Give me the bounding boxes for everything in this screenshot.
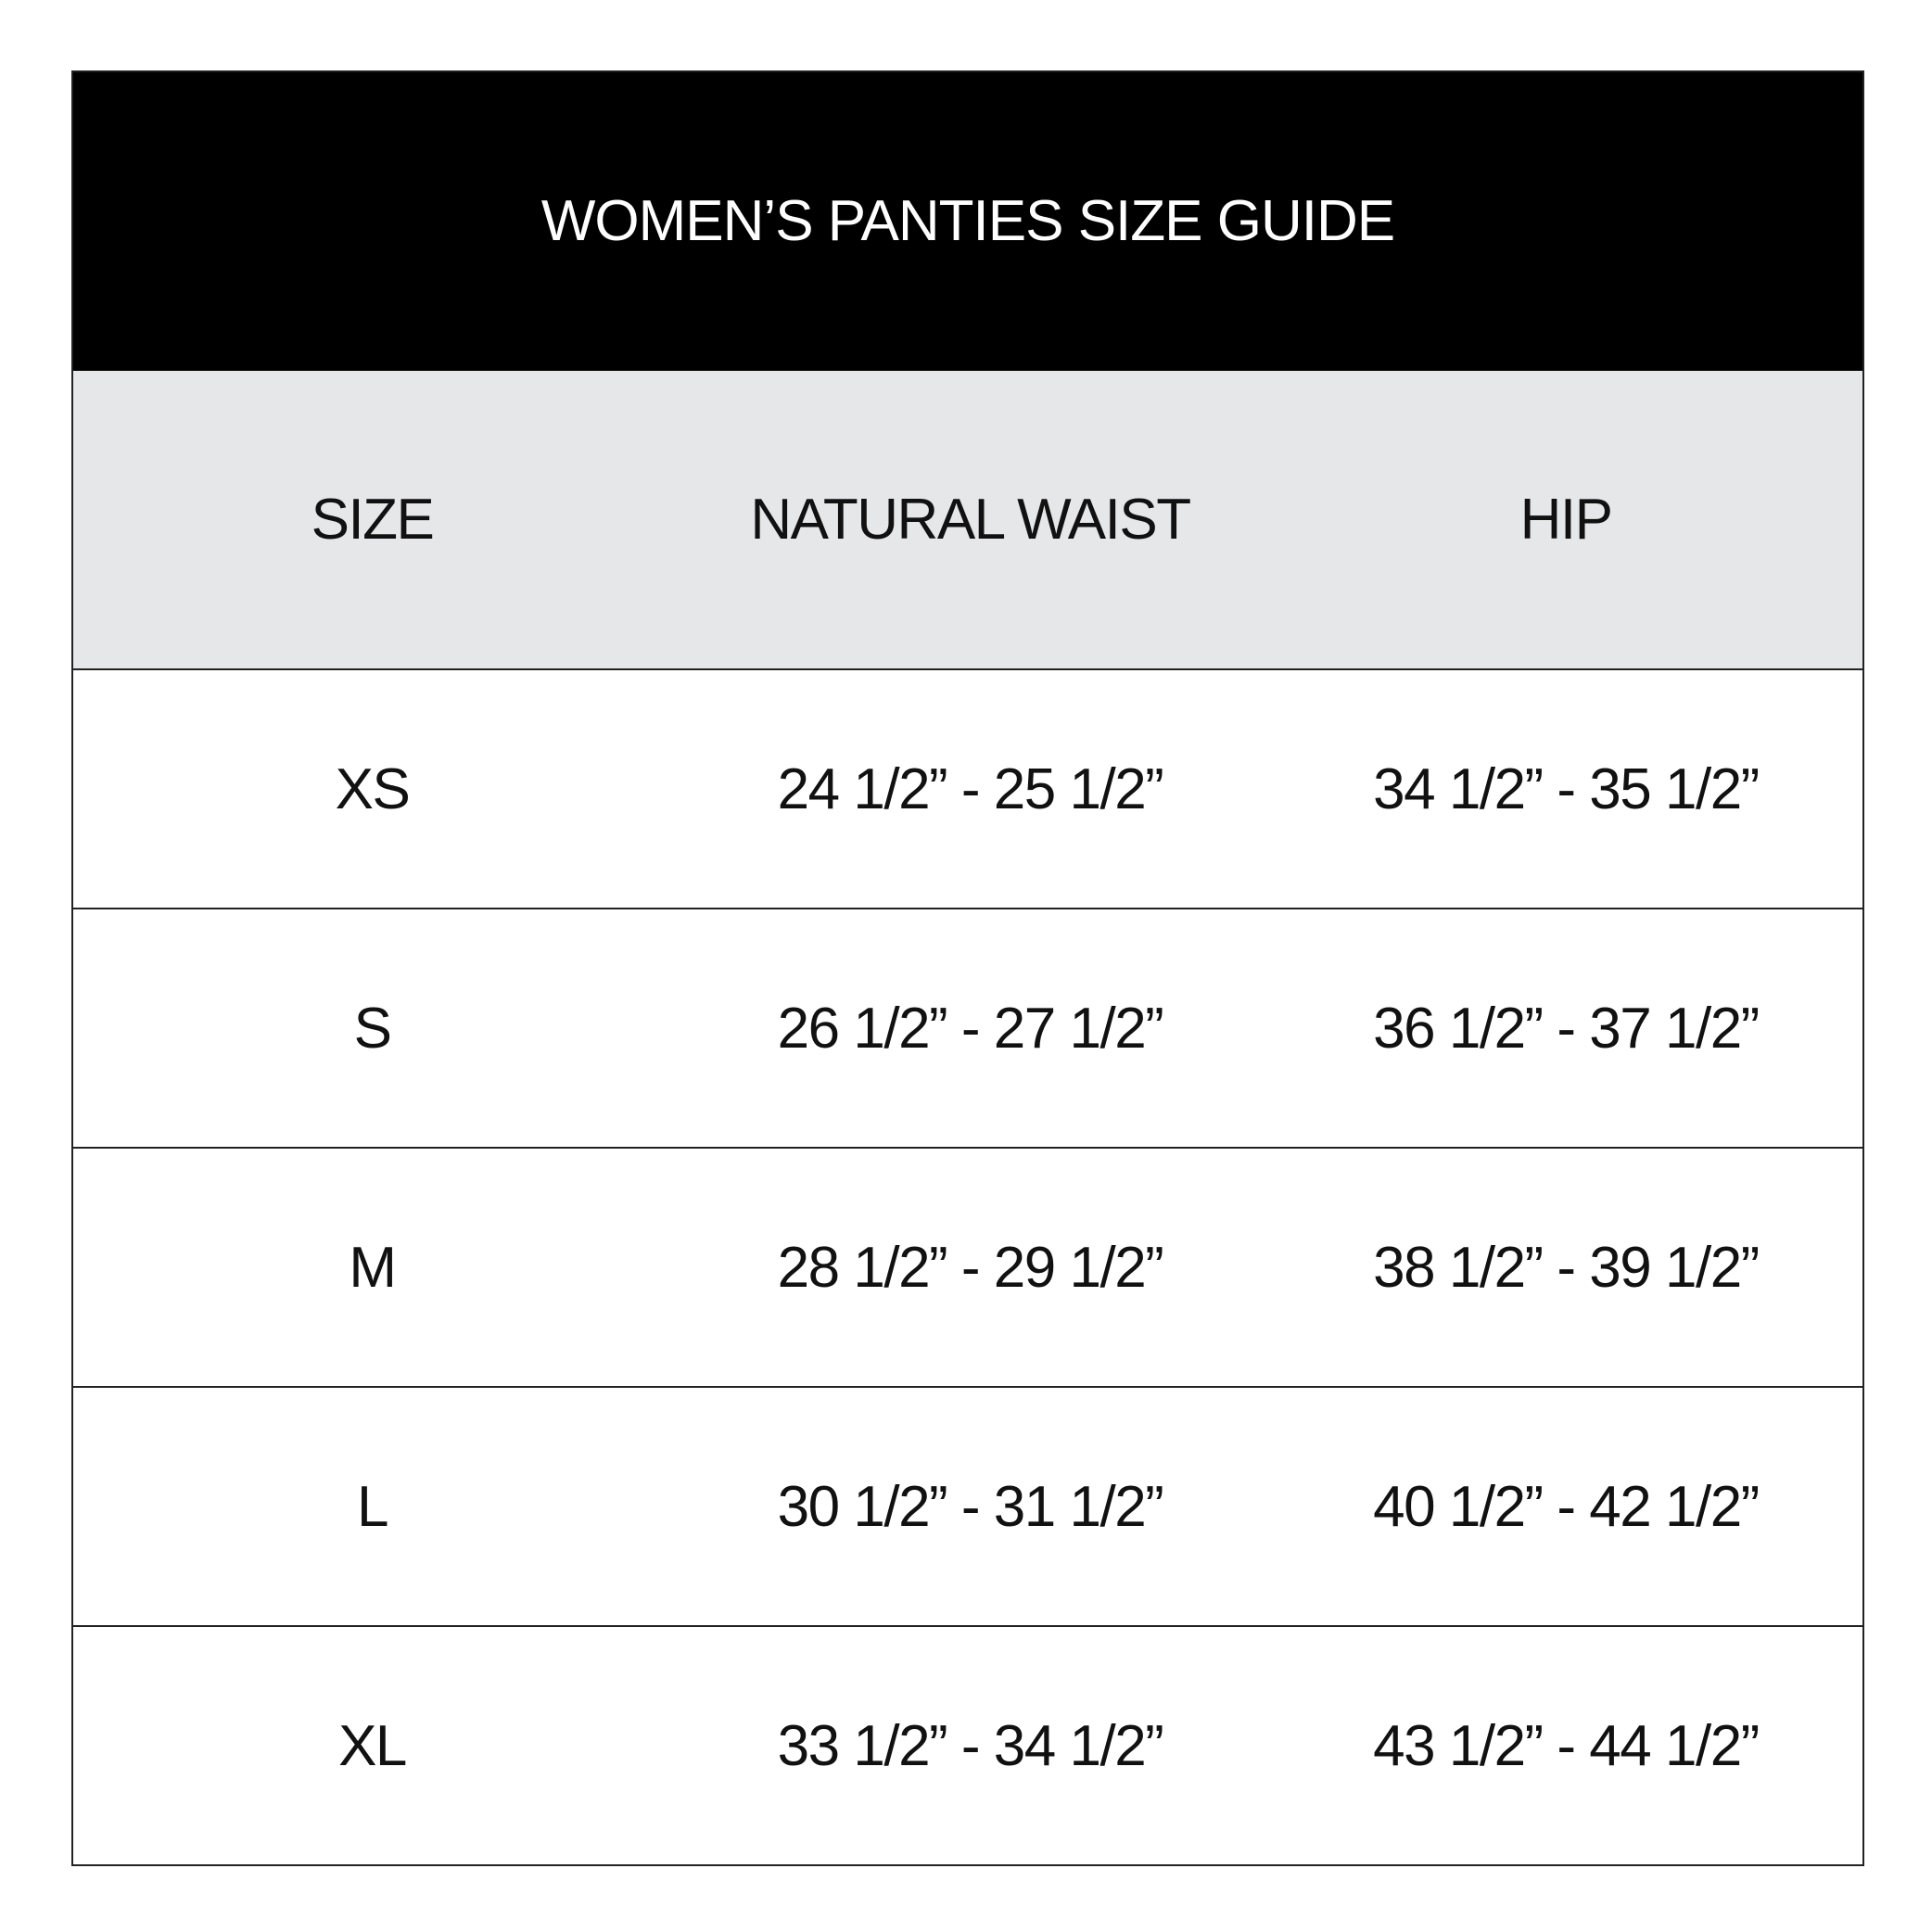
hip-cell: 38 1/2” - 39 1/2” [1373, 1235, 1759, 1300]
hip-cell: 40 1/2” - 42 1/2” [1373, 1474, 1759, 1539]
waist-cell: 24 1/2” - 25 1/2” [777, 756, 1163, 821]
page-title: WOMEN’S PANTIES SIZE GUIDE [540, 188, 1395, 253]
table-row [73, 909, 1862, 1149]
waist-cell: 26 1/2” - 27 1/2” [777, 996, 1163, 1061]
size-guide-table [71, 70, 1864, 1866]
waist-cell: 30 1/2” - 31 1/2” [777, 1474, 1163, 1539]
column-header-natural-waist: NATURAL WAIST [750, 488, 1190, 552]
table-row [73, 1627, 1862, 1864]
waist-cell: 28 1/2” - 29 1/2” [777, 1235, 1163, 1300]
hip-cell: 34 1/2” - 35 1/2” [1373, 756, 1759, 821]
size-cell: S [353, 996, 391, 1061]
hip-cell: 36 1/2” - 37 1/2” [1373, 996, 1759, 1061]
hip-cell: 43 1/2” - 44 1/2” [1373, 1713, 1759, 1778]
title-bar [73, 72, 1862, 371]
table-row [73, 670, 1862, 909]
size-cell: L [357, 1474, 388, 1539]
table-header-row [73, 371, 1862, 670]
column-header-size: SIZE [311, 488, 434, 552]
table-row [73, 1388, 1862, 1627]
size-cell: XS [335, 756, 410, 821]
size-cell: XL [338, 1713, 406, 1778]
waist-cell: 33 1/2” - 34 1/2” [777, 1713, 1163, 1778]
column-header-hip: HIP [1519, 488, 1612, 552]
size-cell: M [349, 1235, 396, 1300]
table-row [73, 1149, 1862, 1388]
